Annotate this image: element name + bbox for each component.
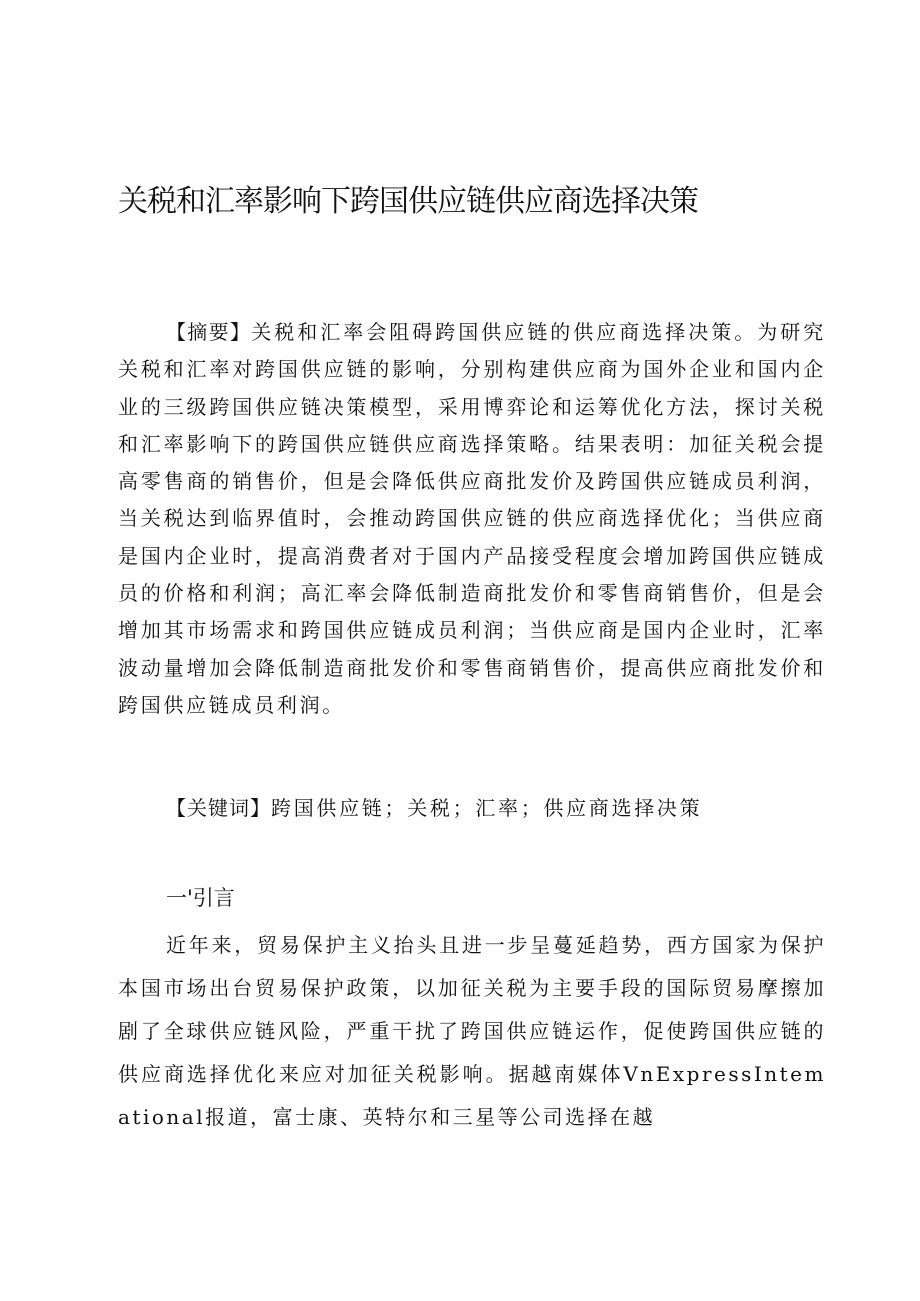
- keywords-paragraph: [118, 790, 826, 827]
- keywords-text: 跨国供应链；关税；汇率；供应商选择决策: [271, 796, 703, 820]
- keywords-label: 【关键词】: [166, 796, 271, 820]
- document-title: 关税和汇率影响下跨国供应链供应商选择决策: [118, 184, 698, 219]
- introduction-paragraph: 近年来，贸易保护主义抬头且进一步呈蔓延趋势，西方国家为保护本国市场出台贸易保护政策，以加征关税为主要手段的国际贸易摩擦加剧了全球供应链风险，严重干扰了跨国供应链运作，促使跨国供应链的供应商选择优化来应对加征关税影响。据越南媒体VnExpressIntemational报道，富士康、英特尔和三星等公司选择在越: [118, 933, 826, 1129]
- section-heading-introduction: 一'引言: [166, 886, 235, 910]
- abstract-paragraph: [118, 314, 826, 724]
- abstract-label: 【摘要】: [166, 320, 252, 344]
- abstract-text: 关税和汇率会阻碍跨国供应链的供应商选择决策。为研究关税和汇率对跨国供应链的影响，分别构建供应商为国外企业和国内企业的三级跨国供应链决策模型，采用博弈论和运筹优化方法，探讨关税和汇率影响下的跨国供应链供应商选择策略。结果表明：加征关税会提高零售商的销售价，但是会降低供应商批发价及跨国供应链成员利润，当关税达到临界值时，会推动跨国供应链的供应商选择优化；当供应商是国内企业时，提高消费者对于国内产品接受程度会增加跨国供应链成员的价格和利润；高汇率会降低制造商批发价和零售商销售价，但是会增加其市场需求和跨国供应链成员利润；当供应商是国内企业时，汇率波动量增加会降低制造商批发价和零售商销售价，提高供应商批发价和跨国供应链成员利润。: [118, 320, 827, 717]
